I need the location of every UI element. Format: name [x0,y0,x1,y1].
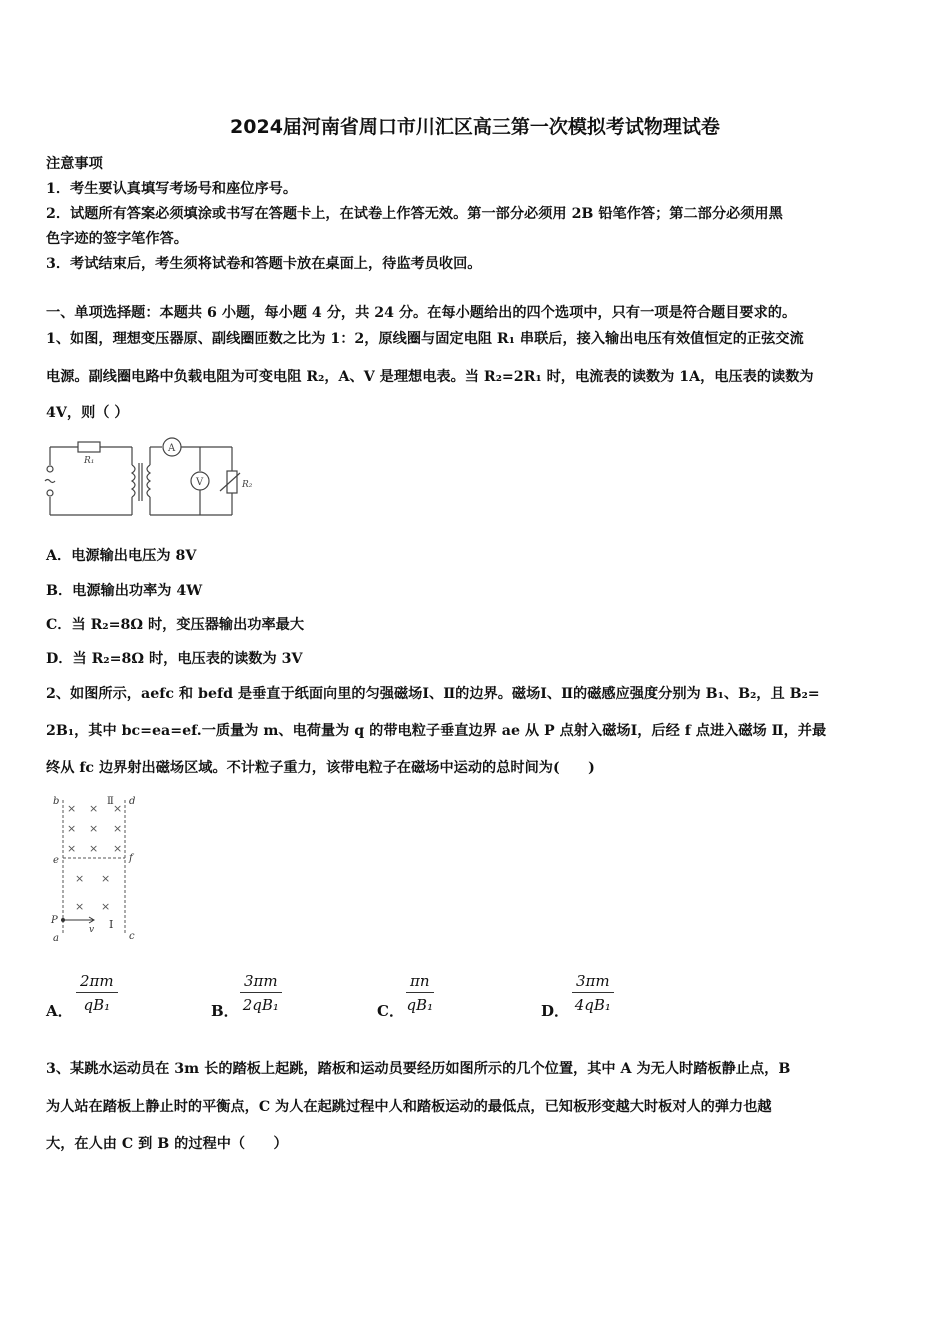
r1-resistor [78,442,100,452]
q2-option-d-label: D． [541,1002,570,1020]
notes-heading: 注意事项 [46,156,103,172]
q1-text: 4V，则（ ） [46,405,129,421]
q1-text: 1、如图，理想变压器原、副线圈匝数之比为 1：2，原线圈与固定电阻 R₁ 串联后，接入输出电压有效值恒定的正弦交流 [46,331,804,347]
point-b-label: b [53,796,60,807]
r2-label: R₂ [242,480,253,490]
denominator: 2qB₁ [242,996,279,1014]
denominator: 4qB₁ [574,996,611,1014]
cross: × [67,842,77,855]
q1-option-d: D．当 R₂=8Ω 时，电压表的读数为 3V [46,651,303,667]
q2-option-b-label: B． [211,1002,239,1020]
q2-text: 2B₁，其中 bc=ea=ef.一质量为 m、电荷量为 q 的带电粒子垂直边界 ae 从 P 点射入磁场Ⅰ，后经 f 点进入磁场 Ⅱ，并最 [46,723,827,739]
q1-option-c: C．当 R₂=8Ω 时，变压器输出功率最大 [46,617,305,633]
numerator: 3πm [572,972,614,993]
q3-text: 3、某跳水运动员在 3m 长的踏板上起跳，踏板和运动员要经历如图所示的几个位置，其中 A 为无人时踏板静止点，B [46,1061,791,1077]
cross: × [101,872,111,885]
numerator: 2πm [76,972,118,993]
cross: × [67,822,77,835]
cross: × [113,842,123,855]
cross: × [113,802,123,815]
point-a-label: a [53,933,59,944]
q2-option-a-label: A． [46,1002,73,1020]
point-e-label: e [53,855,59,866]
r2-resistor [227,471,237,493]
velocity-label: v [89,925,95,935]
section-heading: 一、单项选择题：本题共 6 小题，每小题 4 分，共 24 分。在每小题给出的四个选项中，只有一项是符合题目要求的。 [46,305,797,321]
q2-option-a-fraction [76,972,118,1014]
region-1-label: Ⅰ [109,918,114,931]
r1-label: R₁ [84,456,95,466]
numerator: πn [406,972,434,993]
q2-text: 2、如图所示，aefc 和 befd 是垂直于纸面向里的匀强磁场Ⅰ、Ⅱ的边界。磁场Ⅰ、Ⅱ的磁感应强度分别为 B₁、B₂，且 B₂= [46,686,820,702]
q2-text: 终从 fc 边界射出磁场区域。不计粒子重力，该带电粒子在磁场中运动的总时间为( ) [46,760,595,776]
q2-field-figure [45,790,155,950]
q2-option-c-fraction [406,972,434,1014]
cross: × [75,900,85,913]
cross: × [89,802,99,815]
note-item: 色字迹的签字笔作答。 [46,231,188,247]
cross: × [75,872,85,885]
cross: × [101,900,111,913]
denominator: qB₁ [83,996,111,1014]
point-p-label: P [51,915,58,926]
q1-option-a: A．电源输出电压为 8V [46,548,197,564]
point-c-label: c [129,931,135,942]
note-item: 3．考试结束后，考生须将试卷和答题卡放在桌面上，待监考员收回。 [46,256,482,272]
cross: × [89,842,99,855]
note-item: 2．试题所有答案必须填涂或书写在答题卡上，在试卷上作答无效。第一部分必须用 2B 铅笔作答；第二部分必须用黑 [46,206,783,222]
page-title: 2024届河南省周口市川汇区高三第一次模拟考试物理试卷 [230,116,720,138]
voltmeter-label: V [196,477,204,488]
numerator: 3πm [240,972,282,993]
cross: × [89,822,99,835]
q3-text: 为人站在踏板上静止时的平衡点，C 为人在起跳过程中人和踏板运动的最低点，已知板形变越大时板对人的弹力也越 [46,1099,772,1115]
region-2-label: Ⅱ [107,796,114,807]
ammeter-label: A [168,443,176,454]
q1-text: 电源。副线圈电路中负载电阻为可变电阻 R₂，A、V 是理想电表。当 R₂=2R₁ 时，电流表的读数为 1A，电压表的读数为 [46,369,814,385]
q3-text: 大，在人由 C 到 B 的过程中（ ） [46,1136,288,1152]
q1-option-b: B．电源输出功率为 4W [46,583,203,599]
q2-option-b-fraction [240,972,282,1014]
q2-option-c-label: C． [377,1002,404,1020]
cross: × [113,822,123,835]
q1-circuit-figure [40,435,270,525]
point-f-label: f [129,853,133,864]
note-item: 1．考生要认真填写考场号和座位序号。 [46,181,298,197]
cross: × [67,802,77,815]
denominator: qB₁ [406,996,434,1014]
q2-option-d-fraction [572,972,614,1014]
point-d-label: d [129,796,136,807]
